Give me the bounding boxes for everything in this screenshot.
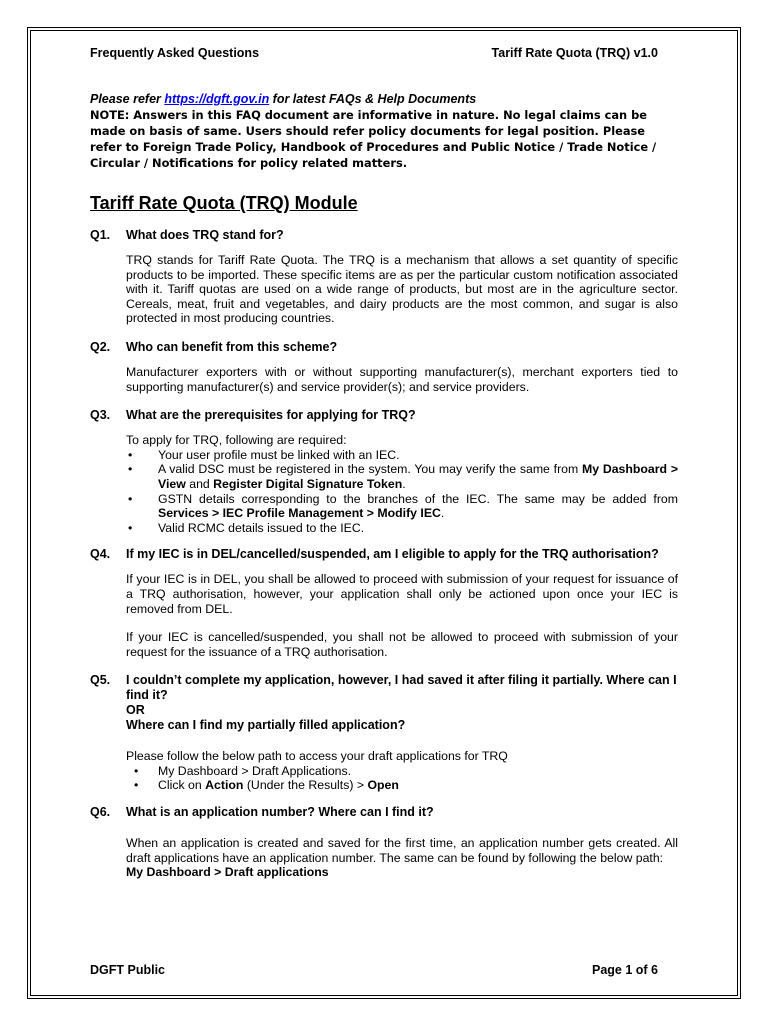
page-number: Page 1 of 6 bbox=[592, 963, 658, 977]
answer-4 bbox=[126, 572, 678, 659]
refer-suffix: for latest FAQs & Help Documents bbox=[269, 92, 477, 106]
refer-line bbox=[90, 92, 678, 107]
answer-intro: To apply for TRQ, following are required: bbox=[126, 433, 347, 448]
answer-text: TRQ stands for Tariff Rate Quota. The TRQ is a mechanism that allows a set quantity of specific products to be imported. These specific items are as per the particular custom notification associated with it. Tariff quotas are used on a wide range of products, but most are in the agriculture sector. Cereals, meat, fruit and vegetables, and dairy products are the most common, and sugar is also protected in most producing countries. bbox=[126, 253, 678, 326]
list-item-text: Click on bbox=[158, 778, 206, 793]
list-item-text: and bbox=[185, 476, 214, 491]
question-number: Q5. bbox=[90, 673, 111, 688]
question-6 bbox=[90, 805, 678, 820]
footer-left: DGFT Public bbox=[90, 963, 165, 977]
question-text-main: I couldn’t complete my application, however, I had saved it after filing it partially. Where can I find it? bbox=[126, 673, 677, 703]
list-item bbox=[126, 462, 678, 491]
question-text: What are the prerequisites for applying for TRQ? bbox=[126, 408, 416, 423]
refer-prefix: Please refer bbox=[90, 92, 165, 106]
answer-text: If your IEC is in DEL, you shall be allowed to proceed with submission of your request for issuance of a TRQ authorisation, however, your application shall only be actioned upon once your IEC is removed from DEL. bbox=[126, 572, 678, 616]
list-item-text: Your user profile must be linked with an IEC. bbox=[158, 447, 400, 462]
path-list bbox=[126, 764, 678, 793]
list-item bbox=[126, 448, 678, 463]
document-body bbox=[90, 92, 678, 880]
question-number: Q4. bbox=[90, 547, 111, 562]
answer-2 bbox=[126, 365, 678, 394]
menu-path: My Dashboard > View bbox=[158, 462, 678, 491]
question-or: OR bbox=[126, 703, 145, 718]
dgft-link[interactable]: https://dgft.gov.in bbox=[164, 92, 270, 106]
list-item-text: A valid DSC must be registered in the system. You may verify the same from bbox=[158, 462, 582, 477]
list-item bbox=[126, 764, 678, 779]
prerequisite-list bbox=[126, 448, 678, 536]
answer-3 bbox=[126, 433, 678, 535]
question-number: Q1. bbox=[90, 228, 111, 242]
answer-text: If your IEC is cancelled/suspended, you shall not be allowed to proceed with submission of your request for the issuance of a TRQ authorisation. bbox=[126, 630, 678, 659]
menu-path: Services > IEC Profile Management > Modify IEC bbox=[158, 506, 441, 521]
answer-1 bbox=[126, 253, 678, 326]
list-item-text: . bbox=[440, 506, 445, 521]
menu-path: Open bbox=[367, 778, 399, 793]
question-4 bbox=[90, 547, 678, 562]
question-text-alt: Where can I find my partially filled application? bbox=[126, 718, 406, 733]
list-item-text: Valid RCMC details issued to the IEC. bbox=[158, 520, 365, 535]
list-item-text: . bbox=[402, 476, 406, 491]
question-2 bbox=[90, 340, 678, 355]
menu-path: Action bbox=[205, 778, 244, 793]
answer-text: Manufacturer exporters with or without supporting manufacturer(s), merchant exporters tied to supporting manufacturer(s) and service provider(s); and service providers. bbox=[126, 364, 678, 394]
answer-text: When an application is created and saved for the first time, an application number gets created. All draft applications have an application number. The same can be found by following the below path: bbox=[126, 836, 678, 865]
question-number: Q2. bbox=[90, 339, 111, 354]
list-item-text: My Dashboard > Draft Applications. bbox=[158, 763, 352, 778]
question-text: What is an application number? Where can I find it? bbox=[126, 805, 434, 820]
header-left: Frequently Asked Questions bbox=[90, 46, 260, 60]
list-item-text: GSTN details corresponding to the branches of the IEC. The same may be added from bbox=[158, 491, 678, 506]
list-item bbox=[126, 492, 678, 521]
question-text: What does TRQ stand for? bbox=[126, 228, 284, 242]
answer-5 bbox=[126, 743, 678, 793]
list-item-text: (Under the Results) > bbox=[243, 778, 368, 793]
list-item bbox=[126, 521, 678, 536]
disclaimer-note: NOTE: Answers in this FAQ document are informative in nature. No legal claims can be made on basis of same. Users should refer policy documents for legal position. Please refer to Foreign Trade Policy, Handbook of Procedures and Public Notice / Trade Notice / Circular / Notifications for policy related matters. bbox=[90, 108, 657, 170]
menu-path: My Dashboard > Draft applications bbox=[126, 865, 329, 880]
question-text: Who can benefit from this scheme? bbox=[126, 339, 338, 354]
menu-path: Register Digital Signature Token bbox=[213, 476, 403, 491]
header-right: Tariff Rate Quota (TRQ) v1.0 bbox=[491, 46, 658, 60]
question-text bbox=[126, 673, 678, 733]
answer-6 bbox=[126, 830, 678, 880]
question-5 bbox=[90, 673, 678, 733]
question-text: If my IEC is in DEL/cancelled/suspended, am I eligible to apply for the TRQ authorisation? bbox=[126, 547, 659, 562]
list-item bbox=[126, 778, 678, 793]
question-number: Q3. bbox=[90, 408, 111, 423]
question-number: Q6. bbox=[90, 805, 111, 820]
question-1 bbox=[90, 228, 678, 243]
answer-intro: Please follow the below path to access your draft applications for TRQ bbox=[126, 749, 508, 764]
page-title: Tariff Rate Quota (TRQ) Module bbox=[90, 193, 358, 213]
question-3 bbox=[90, 408, 678, 423]
